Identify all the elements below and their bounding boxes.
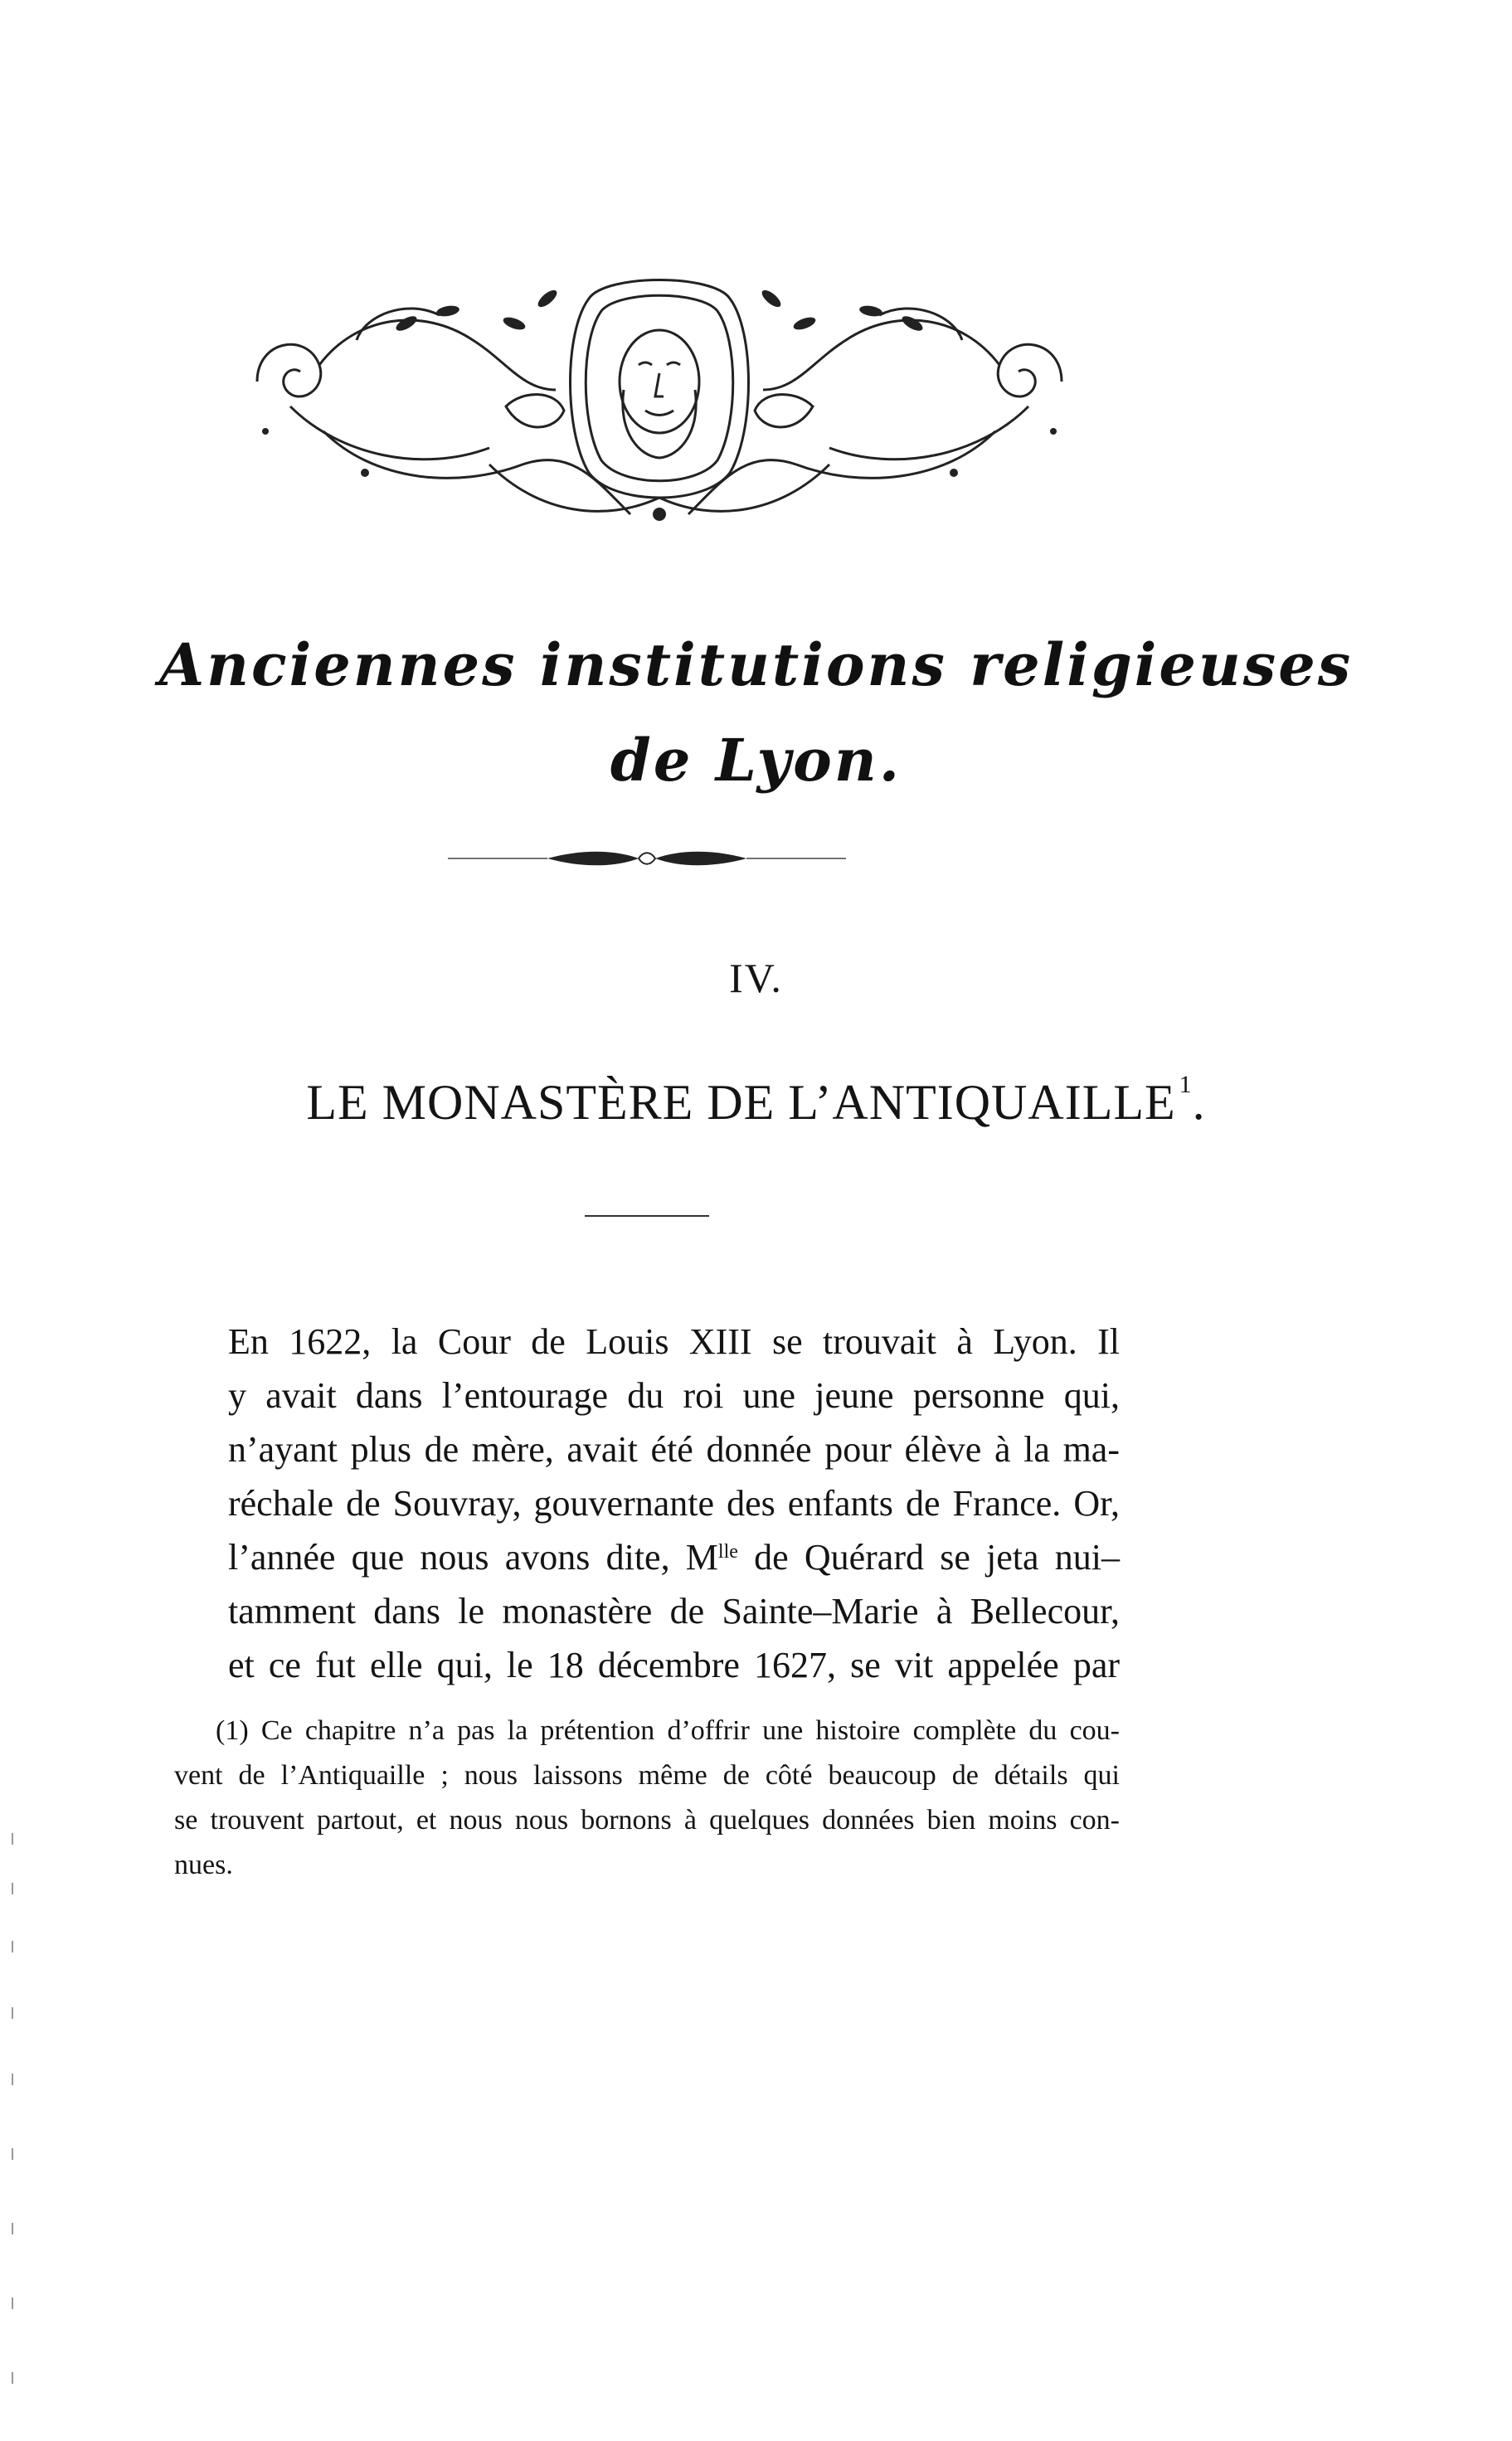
body-paragraph	[228, 1315, 1120, 1692]
flourish-ornament	[448, 846, 846, 871]
body-line: n’ayant plus de mère, avait été donnée pour élève à la ma-	[228, 1429, 1120, 1470]
scan-mark	[12, 1941, 13, 1952]
body-line: En 1622, la Cour de Louis XIII se trouvait à Lyon. Il	[228, 1321, 1120, 1362]
footnote-line: se trouvent partout, et nous nous bornons à quelques données bien moins con-	[174, 1805, 1120, 1836]
scan-mark	[12, 2007, 13, 2019]
scan-mark	[12, 2372, 13, 2384]
footnote-line: (1) Ce chapitre n’a pas la prétention d’offrir une histoire complète du cou-	[216, 1715, 1120, 1746]
document-title-line-1: Anciennes institutions religieuses	[158, 630, 1354, 699]
scan-mark	[12, 2148, 13, 2160]
decorative-headpiece	[241, 265, 1078, 539]
scan-mark	[12, 1833, 13, 1845]
section-rule	[585, 1215, 709, 1217]
ornament-engraving	[241, 265, 1078, 539]
body-line-with-superscript	[228, 1530, 1120, 1584]
body-line: y avait dans l’entourage du roi une jeune personne qui,	[228, 1375, 1120, 1416]
footnote-line: vent de l’Antiquaille ; nous laissons même de côté beaucoup de détails qui	[174, 1760, 1120, 1791]
body-line-part: l’année que nous avons dite, M	[228, 1537, 718, 1578]
body-line: et ce fut elle qui, le 18 décembre 1627, se vit appelée par	[228, 1645, 1120, 1685]
chapter-title	[0, 1071, 1512, 1131]
chapter-number: IV.	[729, 955, 783, 1001]
body-line-part: de Quérard se jeta nui–	[737, 1537, 1120, 1578]
scan-mark	[12, 1883, 13, 1894]
scan-mark	[12, 2074, 13, 2085]
footnote-line: nues.	[174, 1850, 233, 1880]
scan-margin-marks	[12, 1833, 14, 2414]
body-line: réchale de Souvray, gouvernante des enfants de France. Or,	[228, 1483, 1120, 1524]
scan-mark	[12, 2298, 13, 2309]
footnote	[174, 1709, 1120, 1888]
footnote-reference: 1	[1179, 1071, 1193, 1098]
scan-mark	[12, 2223, 13, 2234]
chapter-title-period: .	[1192, 1075, 1206, 1130]
document-title-line-2: de Lyon.	[610, 726, 902, 795]
flourish-divider	[448, 846, 846, 871]
superscript-abbreviation: lle	[717, 1541, 738, 1563]
chapter-title-text: LE MONASTÈRE DE L’ANTIQUAILLE	[306, 1075, 1176, 1130]
body-line: tamment dans le monastère de Sainte–Marie à Bellecour,	[228, 1591, 1120, 1631]
